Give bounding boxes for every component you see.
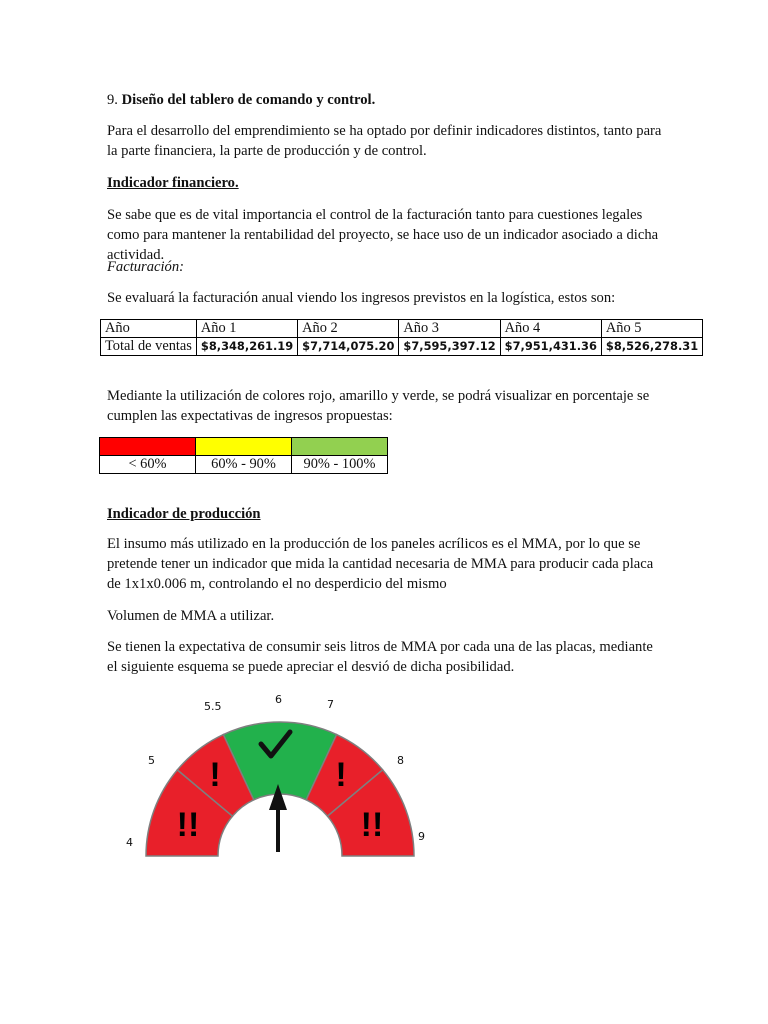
legend-swatch-green	[292, 438, 388, 456]
sales-header-cell: Año 2	[298, 320, 399, 338]
sales-header-cell: Año	[101, 320, 197, 338]
sales-value-cell: $8,348,261.19	[196, 338, 297, 356]
sales-value-cell: $7,595,397.12	[399, 338, 500, 356]
billing-lead: Se evaluará la facturación anual viendo los ingresos previstos en la logística, estos son:	[107, 290, 616, 306]
legend-swatch-yellow	[196, 438, 292, 456]
gauge-label: 6	[275, 693, 282, 706]
volume-label: Volumen de MMA a utilizar.	[107, 608, 275, 624]
exclamation-icon: !	[335, 756, 347, 794]
traffic-light-legend	[99, 437, 388, 474]
sales-row-label: Total de ventas	[101, 338, 197, 356]
billing-subheading: Facturación:	[107, 259, 185, 275]
sales-table-row	[101, 338, 703, 356]
gauge-label: 9	[418, 830, 425, 843]
intro-paragraph: Para el desarrollo del emprendimiento se ha optado por definir indicadores distintos, tanto para la parte financiera, la parte de producción y de control.	[107, 123, 662, 159]
sales-header-cell: Año 3	[399, 320, 500, 338]
production-paragraph: El insumo más utilizado en la producción de los paneles acrílicos es el MMA, por lo que se pretende tener un indicador que mida la cantidad necesaria de MMA para producir cada placa de 1x1x0.006 m, controlando el no desperdicio del mismo	[107, 536, 654, 592]
sales-table	[100, 319, 703, 356]
financial-heading: Indicador financiero.	[107, 175, 239, 191]
sales-header-cell: Año 1	[196, 320, 297, 338]
sales-value-cell: $7,951,431.36	[500, 338, 601, 356]
expectation-paragraph: Se tienen la expectativa de consumir seis litros de MMA por cada una de las placas, mediante el siguiente esquema se puede apreciar el desvió de dicha posibilidad.	[107, 639, 653, 675]
sales-table-header-row	[101, 320, 703, 338]
colors-paragraph: Mediante la utilización de colores rojo, amarillo y verde, se podrá visualizar en porcentaje se cumplen las expectativas de ingresos propuestas:	[107, 388, 650, 424]
legend-swatch-row	[100, 438, 388, 456]
section-number: 9.	[107, 92, 118, 108]
gauge-label: 5.5	[204, 700, 222, 713]
sales-header-cell: Año 5	[601, 320, 702, 338]
legend-swatch-red	[100, 438, 196, 456]
double-exclamation-icon: !!	[360, 806, 384, 844]
section-title	[107, 90, 667, 110]
legend-label: 90% - 100%	[292, 456, 388, 474]
gauge-label: 7	[327, 698, 334, 711]
sales-value-cell: $7,714,075.20	[298, 338, 399, 356]
gauge-label: 8	[397, 754, 404, 767]
gauge-label: 5	[148, 754, 155, 767]
legend-label: < 60%	[100, 456, 196, 474]
production-heading: Indicador de producción	[107, 506, 261, 522]
gauge-label: 4	[126, 836, 133, 849]
mma-gauge	[110, 680, 450, 870]
exclamation-icon: !	[209, 756, 221, 794]
section-title-text: Diseño del tablero de comando y control.	[121, 92, 376, 108]
legend-label-row	[100, 456, 388, 474]
legend-label: 60% - 90%	[196, 456, 292, 474]
sales-header-cell: Año 4	[500, 320, 601, 338]
sales-value-cell: $8,526,278.31	[601, 338, 702, 356]
double-exclamation-icon: !!	[176, 806, 200, 844]
financial-paragraph: Se sabe que es de vital importancia el control de la facturación tanto para cuestiones legales como para mantener la rentabilidad del proyecto, se hace uso de un indicador asociado a dicha actividad.	[107, 207, 659, 263]
